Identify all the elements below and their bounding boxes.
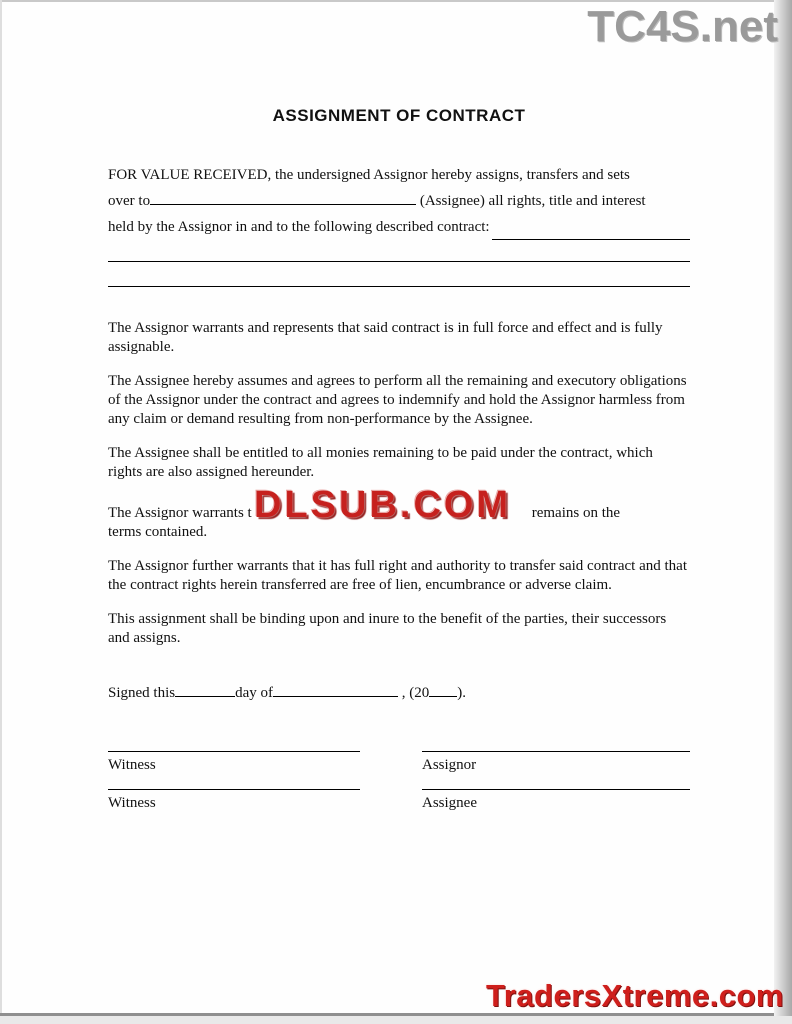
witness-signature-column <box>108 751 360 813</box>
assignor-label: Assignor <box>422 757 477 773</box>
assignee-label: Assignee <box>422 795 477 811</box>
p5-right-fragment: remains on the <box>531 505 621 521</box>
signature-gap <box>108 775 360 789</box>
document-title: ASSIGNMENT OF CONTRACT <box>272 106 526 125</box>
p5-line2-text: terms contained. <box>108 524 208 540</box>
watermark-tc4s: TC4S.net <box>587 2 778 51</box>
signature-block <box>108 751 690 813</box>
p1-line3 <box>108 214 690 240</box>
party-signature-column <box>422 751 690 813</box>
year-suffix-text: ). <box>457 685 466 701</box>
watermark-tradersxtreme: TradersXtreme.com <box>486 978 784 1013</box>
contract-description-line-2 <box>108 286 690 287</box>
scan-edge-left <box>0 0 2 1024</box>
paragraph-for-value-received <box>108 162 690 240</box>
p1-line2-text: over to <box>108 193 151 209</box>
scan-edge-bottom-margin <box>0 1016 792 1024</box>
paragraph-further-warrants: The Assignor further warrants that it has full right and authority to transfer said contract and that the contract rights herein transferred are free of lien, encumbrance or adverse claim. <box>108 558 688 593</box>
contract-description-line-1 <box>108 261 690 262</box>
day-blank-line <box>175 681 235 697</box>
assignee-blank-line <box>150 189 416 205</box>
signature-gap <box>422 775 690 789</box>
paragraph-binding-inure: This assignment shall be binding upon and inure to the benefit of the parties, their successors and assigns. <box>108 611 667 646</box>
year-blank-line <box>429 681 457 697</box>
scan-edge-right <box>774 0 792 1024</box>
day-of-text: day of <box>235 685 273 701</box>
witness1-label: Witness <box>108 757 156 773</box>
p1-line3-text: held by the Assignor in and to the following described contract: <box>108 219 490 235</box>
year-prefix-text: , (20 <box>401 685 430 701</box>
watermark-dlsub: DLSUB.COM <box>254 484 512 526</box>
p1-line1-text: FOR VALUE RECEIVED, the undersigned Assignor hereby assigns, transfers and sets <box>108 167 630 183</box>
p1-line2b-text: (Assignee) all rights, title and interest <box>419 193 646 209</box>
paragraph-assignee-assumes: The Assignee hereby assumes and agrees to perform all the remaining and executory obligations of the Assignor under the contract and agrees to indemnify and hold the Assignor harmless from any claim or demand resulting from non-performance by the Assignee. <box>108 373 687 427</box>
signed-date-line <box>108 681 690 705</box>
witness2-label: Witness <box>108 795 156 811</box>
month-blank-line <box>273 681 398 697</box>
contract-blank-line <box>492 224 690 240</box>
paragraph-warrants-represents: The Assignor warrants and represents that said contract is in full force and effect and is fully assignable. <box>108 320 663 355</box>
p5-left-fragment: The Assignor warrants t <box>108 505 252 521</box>
document-content <box>108 0 690 813</box>
signed-this-text: Signed this <box>108 685 176 701</box>
paragraph-entitled-monies: The Assignee shall be entitled to all monies remaining to be paid under the contract, which rights are also assigned hereunder. <box>108 445 653 480</box>
